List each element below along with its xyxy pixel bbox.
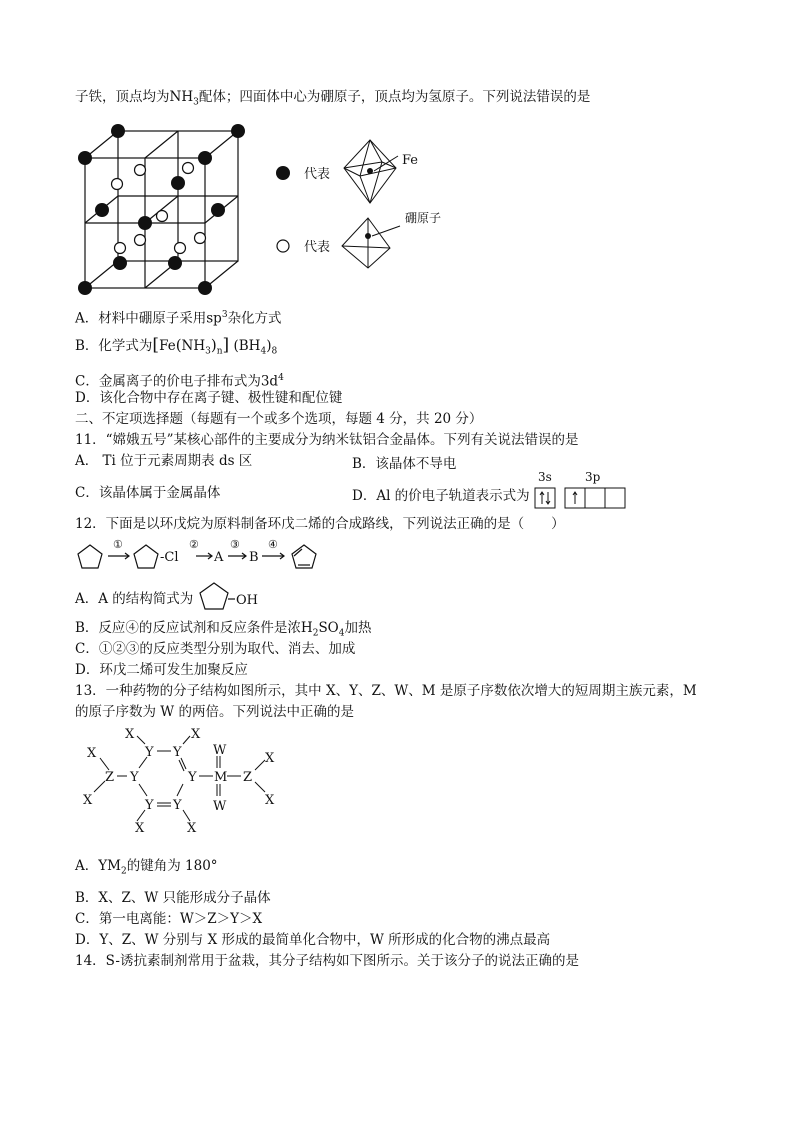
q11-option-a: A． Ti 位于元素周期表 ds 区 (75, 453, 253, 469)
svg-text:X: X (191, 727, 201, 742)
svg-text:3p: 3p (585, 470, 601, 484)
svg-text:Z: Z (105, 770, 115, 785)
q13-stem-line-2: 的原子序数为 W 的两倍。下列说法中正确的是 (75, 704, 354, 720)
intro-text-2: 配体；四面体中心为硼原子，顶点均为氢原子。下列说法错误的是 (198, 89, 591, 105)
intro-nh-sub: 3 (193, 97, 199, 108)
q13-molecule-structure (75, 724, 305, 842)
q12-option-c: C．①②③的反应类型分别为取代、消去、加成 (75, 641, 356, 657)
q12-option-a: A．A 的结构简式为 (75, 591, 194, 607)
svg-text:②: ② (189, 538, 199, 551)
section-2-heading: 二、不定项选择题（每题有一个或多个选项，每题 4 分，共 20 分） (75, 411, 483, 427)
svg-text:X: X (265, 751, 275, 766)
intro-nh: NH (169, 89, 194, 105)
cyclopentanol-structure (198, 581, 268, 613)
svg-text:3s: 3s (538, 470, 552, 484)
q13-option-c: C．第一电离能：W＞Z＞Y＞X (75, 911, 263, 927)
fe-label: Fe (402, 153, 419, 168)
q11-option-d: D．Al 的价电子轨道表示式为 (352, 488, 530, 504)
intro-line (75, 88, 590, 112)
svg-text:B: B (249, 550, 259, 565)
legend-hollow-dot (277, 240, 289, 252)
svg-text:①: ① (113, 538, 123, 551)
svg-text:Y: Y (188, 770, 197, 785)
boron-label: 硼原子 (405, 211, 442, 225)
svg-text:③: ③ (230, 538, 240, 551)
tetrahedron-icon (342, 218, 400, 268)
svg-text:M: M (214, 770, 228, 785)
svg-text:Y: Y (173, 745, 182, 760)
q14-stem: 14．S-诱抗素制剂常用于盆栽，其分子结构如下图所示。关于该分子的说法正确的是 (75, 953, 579, 969)
svg-text:X: X (125, 727, 135, 742)
svg-text:W: W (213, 743, 227, 758)
svg-text:W: W (213, 799, 227, 814)
legend-filled-label: 代表 (304, 167, 331, 182)
svg-text:④: ④ (268, 538, 278, 551)
q12-synthesis-route (72, 535, 332, 575)
svg-text:Y: Y (130, 770, 139, 785)
q10-option-d: D．该化合物中存在离子键、极性键和配位键 (75, 390, 343, 406)
svg-text:Y: Y (145, 745, 154, 760)
q12-stem: 12．下面是以环戊烷为原料制备环戊二烯的合成路线，下列说法正确的是（ ） (75, 516, 565, 532)
svg-text:X: X (265, 793, 275, 808)
q10-option-c: C．金属离子的价电子排布式为$3d^4$ (75, 373, 284, 390)
svg-text:X: X (187, 821, 197, 836)
legend-hollow-label: 代表 (304, 240, 331, 255)
intro-text-1: 子铁，顶点均为 (75, 89, 170, 105)
svg-text:A: A (214, 550, 224, 565)
crystal-cell-diagram (70, 118, 630, 303)
svg-text:Y: Y (173, 798, 182, 813)
q13-stem-line-1: 13．一种药物的分子结构如图所示，其中 X、Y、Z、W、M 是原子序数依次增大的短周期主族元素，M (75, 683, 697, 699)
svg-text:OH: OH (236, 593, 258, 608)
q10-option-b: B．化学式为$[Fe(NH_3)_n]$ $(BH_4)_8$ (75, 335, 278, 357)
q11-option-b: B．该晶体不导电 (352, 456, 457, 472)
boron-complex-atoms (112, 163, 206, 254)
svg-text:-Cl: -Cl (160, 550, 179, 565)
al-orbital-diagram (530, 470, 630, 512)
q13-option-d: D．Y、Z、W 分别与 X 形成的最简单化合物中，W 所形成的化合物的沸点最高 (75, 932, 551, 948)
svg-text:Y: Y (145, 798, 154, 813)
q10-option-a: A．材料中硼原子采用$sp^3$杂化方式 (75, 310, 282, 327)
svg-text:X: X (83, 793, 93, 808)
q11-stem: 11．“嫦娥五号”某核心部件的主要成分为纳米钛铝合金晶体。下列有关说法错误的是 (75, 432, 579, 448)
svg-text:X: X (87, 746, 97, 761)
q11-option-c: C．该晶体属于金属晶体 (75, 485, 221, 501)
q13-option-b: B．X、Z、W 只能形成分子晶体 (75, 890, 271, 906)
q12-option-d: D．环戊二烯可发生加聚反应 (75, 662, 248, 678)
svg-text:X: X (135, 821, 145, 836)
q12-option-b: B．反应④的反应试剂和反应条件是浓$H_2SO_4$加热 (75, 620, 372, 639)
svg-text:Z: Z (243, 770, 253, 785)
legend-filled-dot (276, 166, 290, 180)
q13-option-a: A．$YM_2$的键角为 180° (75, 858, 218, 877)
